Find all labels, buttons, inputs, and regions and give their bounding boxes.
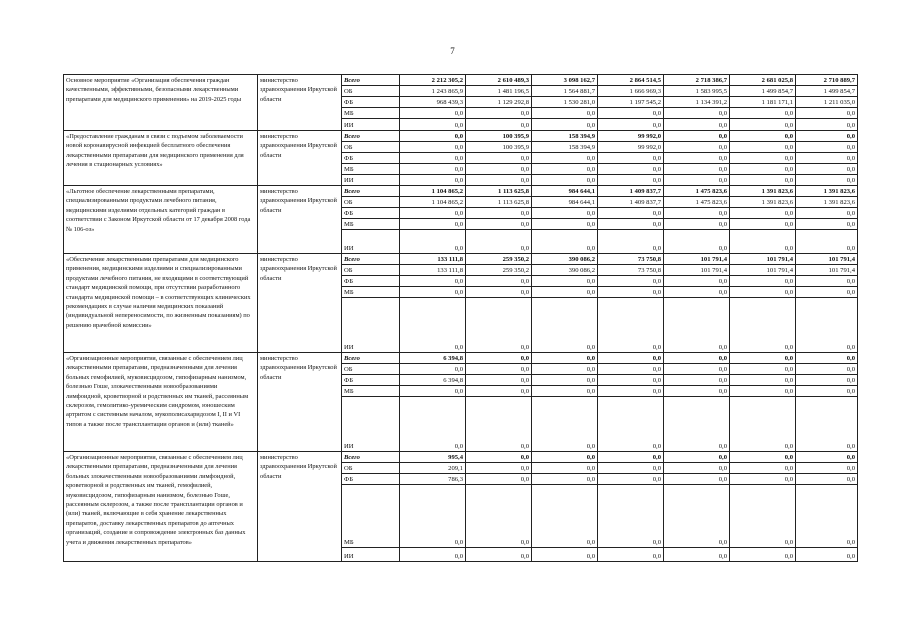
amount-cell: 1 666 969,3 <box>598 86 664 97</box>
amount-cell: 1 530 281,0 <box>532 97 598 108</box>
amount-cell: 1 134 391,2 <box>664 97 730 108</box>
amount-cell: 0,0 <box>730 397 796 452</box>
amount-cell: 0,0 <box>532 386 598 397</box>
funding-source: Всего <box>342 254 400 265</box>
amount-cell: 6 394,8 <box>400 353 466 364</box>
amount-cell: 0,0 <box>532 548 598 562</box>
amount-cell: 0,0 <box>796 175 858 186</box>
amount-cell: 0,0 <box>598 386 664 397</box>
amount-cell: 0,0 <box>796 452 858 463</box>
amount-cell: 0,0 <box>664 108 730 119</box>
amount-cell: 1 564 881,7 <box>532 86 598 97</box>
amount-cell: 1 475 823,6 <box>664 186 730 197</box>
amount-cell: 0,0 <box>598 452 664 463</box>
amount-cell: 0,0 <box>664 219 730 230</box>
amount-cell: 0,0 <box>664 463 730 474</box>
amount-cell: 1 104 865,2 <box>400 186 466 197</box>
amount-cell: 0,0 <box>664 375 730 386</box>
amount-cell: 0,0 <box>730 364 796 375</box>
funding-source: Всего <box>342 452 400 463</box>
amount-cell: 158 394,9 <box>532 142 598 153</box>
amount-cell: 0,0 <box>532 452 598 463</box>
measure-description: Основное мероприятие «Организация обеспечения граждан качественными, эффективными, безопасными лекарственными препаратами для медицинского применения» на 2019-2025 годы <box>64 75 258 131</box>
amount-cell: 0,0 <box>796 208 858 219</box>
amount-cell: 0,0 <box>598 548 664 562</box>
amount-cell: 0,0 <box>664 208 730 219</box>
amount-cell: 0,0 <box>466 298 532 353</box>
amount-cell: 0,0 <box>664 298 730 353</box>
amount-cell: 0,0 <box>664 474 730 485</box>
funding-source: ОБ <box>342 265 400 276</box>
amount-cell: 1 391 823,6 <box>796 197 858 208</box>
amount-cell: 0,0 <box>730 208 796 219</box>
amount-cell: 0,0 <box>400 119 466 131</box>
amount-cell: 0,0 <box>730 463 796 474</box>
funding-source: ИИ <box>342 397 400 452</box>
amount-cell: 0,0 <box>400 108 466 119</box>
amount-cell: 1 113 625,8 <box>466 197 532 208</box>
amount-cell: 1 181 171,1 <box>730 97 796 108</box>
amount-cell: 0,0 <box>400 397 466 452</box>
amount-cell: 209,1 <box>400 463 466 474</box>
amount-cell: 1 409 837,7 <box>598 197 664 208</box>
amount-cell: 0,0 <box>532 298 598 353</box>
amount-cell: 133 111,8 <box>400 265 466 276</box>
amount-cell: 1 409 837,7 <box>598 186 664 197</box>
amount-cell: 0,0 <box>796 142 858 153</box>
amount-cell: 0,0 <box>664 131 730 142</box>
funding-source: ФБ <box>342 97 400 108</box>
funding-source: МБ <box>342 485 400 548</box>
amount-cell: 0,0 <box>466 463 532 474</box>
amount-cell: 0,0 <box>796 153 858 164</box>
funding-source: Всего <box>342 75 400 86</box>
amount-cell: 0,0 <box>400 175 466 186</box>
amount-cell: 0,0 <box>532 175 598 186</box>
amount-cell: 99 992,0 <box>598 142 664 153</box>
amount-cell: 0,0 <box>466 386 532 397</box>
amount-cell: 0,0 <box>730 375 796 386</box>
amount-cell: 2 681 025,8 <box>730 75 796 86</box>
amount-cell: 0,0 <box>466 175 532 186</box>
measure-executor: министерство здравоохранения Иркутской области <box>258 131 342 186</box>
amount-cell: 0,0 <box>664 485 730 548</box>
amount-cell: 100 395,9 <box>466 131 532 142</box>
amount-cell: 0,0 <box>400 298 466 353</box>
amount-cell: 0,0 <box>532 375 598 386</box>
measure-description: «Организационные мероприятия, связанные с обеспечением лиц лекарственными препаратами, предназначенными для лечения больных гемофилией, муковисцидозом, гипофизарным нанизмом, болезнью Гоше, злокачественными новообразованиями лимфоидной, кроветворной и родственных им тканей, рассеянным склерозом, гемолитико-уремическим синдромом, юношеским артритом с системным началом, мукополисахаридозом I, II и VI типов а также после трансплантации органов и (или) тканей» <box>64 353 258 452</box>
funding-source: МБ <box>342 219 400 230</box>
amount-cell: 158 394,9 <box>532 131 598 142</box>
amount-cell: 101 791,4 <box>796 265 858 276</box>
funding-source: ОБ <box>342 463 400 474</box>
funding-source: Всего <box>342 186 400 197</box>
amount-cell: 0,0 <box>598 397 664 452</box>
amount-cell: 0,0 <box>466 153 532 164</box>
amount-cell: 2 710 889,7 <box>796 75 858 86</box>
table-row <box>64 353 858 364</box>
amount-cell: 0,0 <box>598 463 664 474</box>
funding-source: ФБ <box>342 276 400 287</box>
amount-cell: 1 391 823,6 <box>730 186 796 197</box>
amount-cell: 1 499 854,7 <box>730 86 796 97</box>
amount-cell: 0,0 <box>466 276 532 287</box>
amount-cell: 73 750,8 <box>598 265 664 276</box>
amount-cell: 0,0 <box>400 230 466 254</box>
amount-cell: 0,0 <box>664 353 730 364</box>
amount-cell: 0,0 <box>730 474 796 485</box>
amount-cell: 0,0 <box>664 276 730 287</box>
funding-source: ФБ <box>342 208 400 219</box>
amount-cell: 0,0 <box>400 485 466 548</box>
amount-cell: 0,0 <box>796 386 858 397</box>
amount-cell: 995,4 <box>400 452 466 463</box>
amount-cell: 0,0 <box>466 230 532 254</box>
amount-cell: 0,0 <box>598 287 664 298</box>
amount-cell: 0,0 <box>532 119 598 131</box>
amount-cell: 1 475 823,6 <box>664 197 730 208</box>
funding-source: ИИ <box>342 230 400 254</box>
amount-cell: 0,0 <box>796 298 858 353</box>
amount-cell: 0,0 <box>532 276 598 287</box>
amount-cell: 1 129 292,8 <box>466 97 532 108</box>
amount-cell: 0,0 <box>796 219 858 230</box>
amount-cell: 0,0 <box>532 474 598 485</box>
amount-cell: 0,0 <box>598 276 664 287</box>
amount-cell: 0,0 <box>730 230 796 254</box>
amount-cell: 0,0 <box>532 164 598 175</box>
amount-cell: 968 439,3 <box>400 97 466 108</box>
amount-cell: 100 395,9 <box>466 142 532 153</box>
amount-cell: 0,0 <box>730 287 796 298</box>
amount-cell: 0,0 <box>598 164 664 175</box>
measure-executor: министерство здравоохранения Иркутской области <box>258 186 342 254</box>
amount-cell: 0,0 <box>664 175 730 186</box>
amount-cell: 101 791,4 <box>796 254 858 265</box>
amount-cell: 0,0 <box>466 164 532 175</box>
amount-cell: 0,0 <box>400 142 466 153</box>
amount-cell: 0,0 <box>598 108 664 119</box>
amount-cell: 0,0 <box>796 119 858 131</box>
amount-cell: 0,0 <box>532 364 598 375</box>
amount-cell: 0,0 <box>598 474 664 485</box>
amount-cell: 0,0 <box>796 485 858 548</box>
amount-cell: 0,0 <box>664 153 730 164</box>
amount-cell: 0,0 <box>730 219 796 230</box>
table-row <box>64 452 858 463</box>
amount-cell: 0,0 <box>400 386 466 397</box>
amount-cell: 0,0 <box>730 175 796 186</box>
amount-cell: 259 350,2 <box>466 254 532 265</box>
amount-cell: 0,0 <box>598 485 664 548</box>
amount-cell: 0,0 <box>796 474 858 485</box>
measure-description: «Обеспечение лекарственными препаратами для медицинского применения, медицинскими изделиями и специализированными продуктами лечебного питания, не входящими в соответствующий стандарт медицинской помощи, при отсутствии разработанного стандарта медицинской помощи – в соответствующих клинических рекомендациях в случае наличия медицинских показаний (индивидуальной непереносимости, по жизненным показаниям) по решению врачебной комиссии» <box>64 254 258 353</box>
amount-cell: 0,0 <box>598 219 664 230</box>
amount-cell: 984 644,1 <box>532 197 598 208</box>
table-row <box>64 186 858 197</box>
amount-cell: 2 864 514,5 <box>598 75 664 86</box>
amount-cell: 0,0 <box>730 164 796 175</box>
funding-source: ФБ <box>342 375 400 386</box>
amount-cell: 1 499 854,7 <box>796 86 858 97</box>
amount-cell: 0,0 <box>730 142 796 153</box>
amount-cell: 0,0 <box>532 108 598 119</box>
amount-cell: 0,0 <box>730 548 796 562</box>
amount-cell: 0,0 <box>466 364 532 375</box>
amount-cell: 0,0 <box>466 375 532 386</box>
measure-executor: министерство здравоохранения Иркутской области <box>258 452 342 562</box>
amount-cell: 0,0 <box>664 142 730 153</box>
amount-cell: 101 791,4 <box>664 265 730 276</box>
amount-cell: 0,0 <box>730 386 796 397</box>
amount-cell: 0,0 <box>664 287 730 298</box>
funding-source: Всего <box>342 353 400 364</box>
amount-cell: 0,0 <box>400 219 466 230</box>
amount-cell: 0,0 <box>532 463 598 474</box>
measure-description: «Льготное обеспечение лекарственными препаратами, специализированными продуктами лечебного питания, медицинскими изделиями отдельных категорий граждан в соответствии с Законом Иркутской области от 17 декабря 2008 года № 106-оз» <box>64 186 258 254</box>
amount-cell: 0,0 <box>730 108 796 119</box>
amount-cell: 0,0 <box>532 485 598 548</box>
funding-source: ОБ <box>342 197 400 208</box>
table-row <box>64 75 858 86</box>
amount-cell: 0,0 <box>466 353 532 364</box>
amount-cell: 0,0 <box>400 131 466 142</box>
amount-cell: 0,0 <box>664 548 730 562</box>
amount-cell: 0,0 <box>400 364 466 375</box>
amount-cell: 0,0 <box>466 452 532 463</box>
amount-cell: 0,0 <box>796 276 858 287</box>
amount-cell: 1 104 865,2 <box>400 197 466 208</box>
amount-cell: 0,0 <box>796 364 858 375</box>
amount-cell: 133 111,8 <box>400 254 466 265</box>
funding-source: ИИ <box>342 175 400 186</box>
funding-source: ИИ <box>342 119 400 131</box>
funding-source: ИИ <box>342 548 400 562</box>
amount-cell: 0,0 <box>796 131 858 142</box>
amount-cell: 0,0 <box>796 287 858 298</box>
amount-cell: 0,0 <box>664 397 730 452</box>
funding-source: МБ <box>342 386 400 397</box>
funding-source: МБ <box>342 108 400 119</box>
amount-cell: 259 350,2 <box>466 265 532 276</box>
table-row <box>64 254 858 265</box>
amount-cell: 0,0 <box>400 164 466 175</box>
amount-cell: 0,0 <box>466 474 532 485</box>
amount-cell: 0,0 <box>796 463 858 474</box>
amount-cell: 1 197 545,2 <box>598 97 664 108</box>
amount-cell: 984 644,1 <box>532 186 598 197</box>
amount-cell: 0,0 <box>664 386 730 397</box>
amount-cell: 1 211 035,0 <box>796 97 858 108</box>
amount-cell: 0,0 <box>466 397 532 452</box>
amount-cell: 786,3 <box>400 474 466 485</box>
amount-cell: 0,0 <box>730 276 796 287</box>
amount-cell: 1 391 823,6 <box>796 186 858 197</box>
amount-cell: 0,0 <box>598 375 664 386</box>
amount-cell: 3 098 162,7 <box>532 75 598 86</box>
amount-cell: 390 086,2 <box>532 265 598 276</box>
amount-cell: 0,0 <box>532 219 598 230</box>
amount-cell: 0,0 <box>532 208 598 219</box>
amount-cell: 0,0 <box>598 364 664 375</box>
measure-executor: министерство здравоохранения Иркутской области <box>258 254 342 353</box>
amount-cell: 99 992,0 <box>598 131 664 142</box>
amount-cell: 0,0 <box>664 230 730 254</box>
measure-description: «Предоставление гражданам в связи с подъемом заболеваемости новой коронавирусной инфекцией бесплатного обеспечения лекарственными препаратами для медицинского применения для лечения в стационарных условиях» <box>64 131 258 186</box>
amount-cell: 0,0 <box>466 219 532 230</box>
funding-source: ИИ <box>342 298 400 353</box>
funding-source: ОБ <box>342 364 400 375</box>
amount-cell: 101 791,4 <box>664 254 730 265</box>
amount-cell: 0,0 <box>730 119 796 131</box>
amount-cell: 101 791,4 <box>730 265 796 276</box>
amount-cell: 1 243 865,9 <box>400 86 466 97</box>
funding-source: ФБ <box>342 153 400 164</box>
amount-cell: 0,0 <box>598 175 664 186</box>
amount-cell: 0,0 <box>796 230 858 254</box>
amount-cell: 1 113 625,8 <box>466 186 532 197</box>
amount-cell: 0,0 <box>400 287 466 298</box>
amount-cell: 0,0 <box>598 119 664 131</box>
amount-cell: 390 086,2 <box>532 254 598 265</box>
amount-cell: 0,0 <box>730 131 796 142</box>
amount-cell: 1 481 196,5 <box>466 86 532 97</box>
funding-source: ОБ <box>342 142 400 153</box>
amount-cell: 6 394,8 <box>400 375 466 386</box>
amount-cell: 0,0 <box>400 153 466 164</box>
amount-cell: 2 718 386,7 <box>664 75 730 86</box>
amount-cell: 0,0 <box>796 108 858 119</box>
amount-cell: 0,0 <box>796 375 858 386</box>
amount-cell: 0,0 <box>466 485 532 548</box>
amount-cell: 0,0 <box>400 208 466 219</box>
amount-cell: 0,0 <box>466 208 532 219</box>
measure-executor: министерство здравоохранения Иркутской области <box>258 75 342 131</box>
amount-cell: 0,0 <box>598 153 664 164</box>
amount-cell: 0,0 <box>598 208 664 219</box>
amount-cell: 0,0 <box>532 353 598 364</box>
amount-cell: 0,0 <box>532 230 598 254</box>
amount-cell: 0,0 <box>664 119 730 131</box>
amount-cell: 0,0 <box>466 548 532 562</box>
amount-cell: 0,0 <box>730 485 796 548</box>
funding-source: Всего <box>342 131 400 142</box>
measure-description: «Организационные мероприятия, связанные с обеспечением лиц лекарственными препаратами, предназначенными для лечения больных злокачественными новообразованиями лимфоидной, кроветворной и родственных им тканей, гемофилией, муковисцидозом, гипофизарным нанизмом, болезнью Гоше, рассеянным склерозом, а также после трансплантации органов и (или) тканей, включающие в себя хранение лекарственных препаратов, доставку лекарственных препаратов до аптечных организаций, создание и сопровождение электронных баз данных учета и движения лекарственных препаратов» <box>64 452 258 562</box>
amount-cell: 0,0 <box>664 364 730 375</box>
funding-source: МБ <box>342 164 400 175</box>
measure-executor: министерство здравоохранения Иркутской области <box>258 353 342 452</box>
amount-cell: 2 212 305,2 <box>400 75 466 86</box>
amount-cell: 0,0 <box>664 452 730 463</box>
amount-cell: 0,0 <box>466 287 532 298</box>
amount-cell: 0,0 <box>796 353 858 364</box>
amount-cell: 0,0 <box>796 164 858 175</box>
amount-cell: 0,0 <box>466 108 532 119</box>
amount-cell: 0,0 <box>730 298 796 353</box>
funding-source: ФБ <box>342 474 400 485</box>
funding-source: МБ <box>342 287 400 298</box>
amount-cell: 0,0 <box>730 153 796 164</box>
amount-cell: 0,0 <box>796 548 858 562</box>
amount-cell: 0,0 <box>598 353 664 364</box>
amount-cell: 0,0 <box>796 397 858 452</box>
amount-cell: 0,0 <box>664 164 730 175</box>
amount-cell: 0,0 <box>532 397 598 452</box>
amount-cell: 0,0 <box>598 230 664 254</box>
amount-cell: 1 391 823,6 <box>730 197 796 208</box>
amount-cell: 1 583 995,5 <box>664 86 730 97</box>
amount-cell: 73 750,8 <box>598 254 664 265</box>
amount-cell: 0,0 <box>532 153 598 164</box>
amount-cell: 101 791,4 <box>730 254 796 265</box>
amount-cell: 0,0 <box>466 119 532 131</box>
budget-table <box>63 74 858 562</box>
amount-cell: 0,0 <box>730 452 796 463</box>
funding-source: ОБ <box>342 86 400 97</box>
amount-cell: 2 610 489,3 <box>466 75 532 86</box>
amount-cell: 0,0 <box>400 548 466 562</box>
amount-cell: 0,0 <box>730 353 796 364</box>
amount-cell: 0,0 <box>400 276 466 287</box>
amount-cell: 0,0 <box>598 298 664 353</box>
amount-cell: 0,0 <box>532 287 598 298</box>
page-number: 7 <box>450 46 455 56</box>
table-row <box>64 131 858 142</box>
